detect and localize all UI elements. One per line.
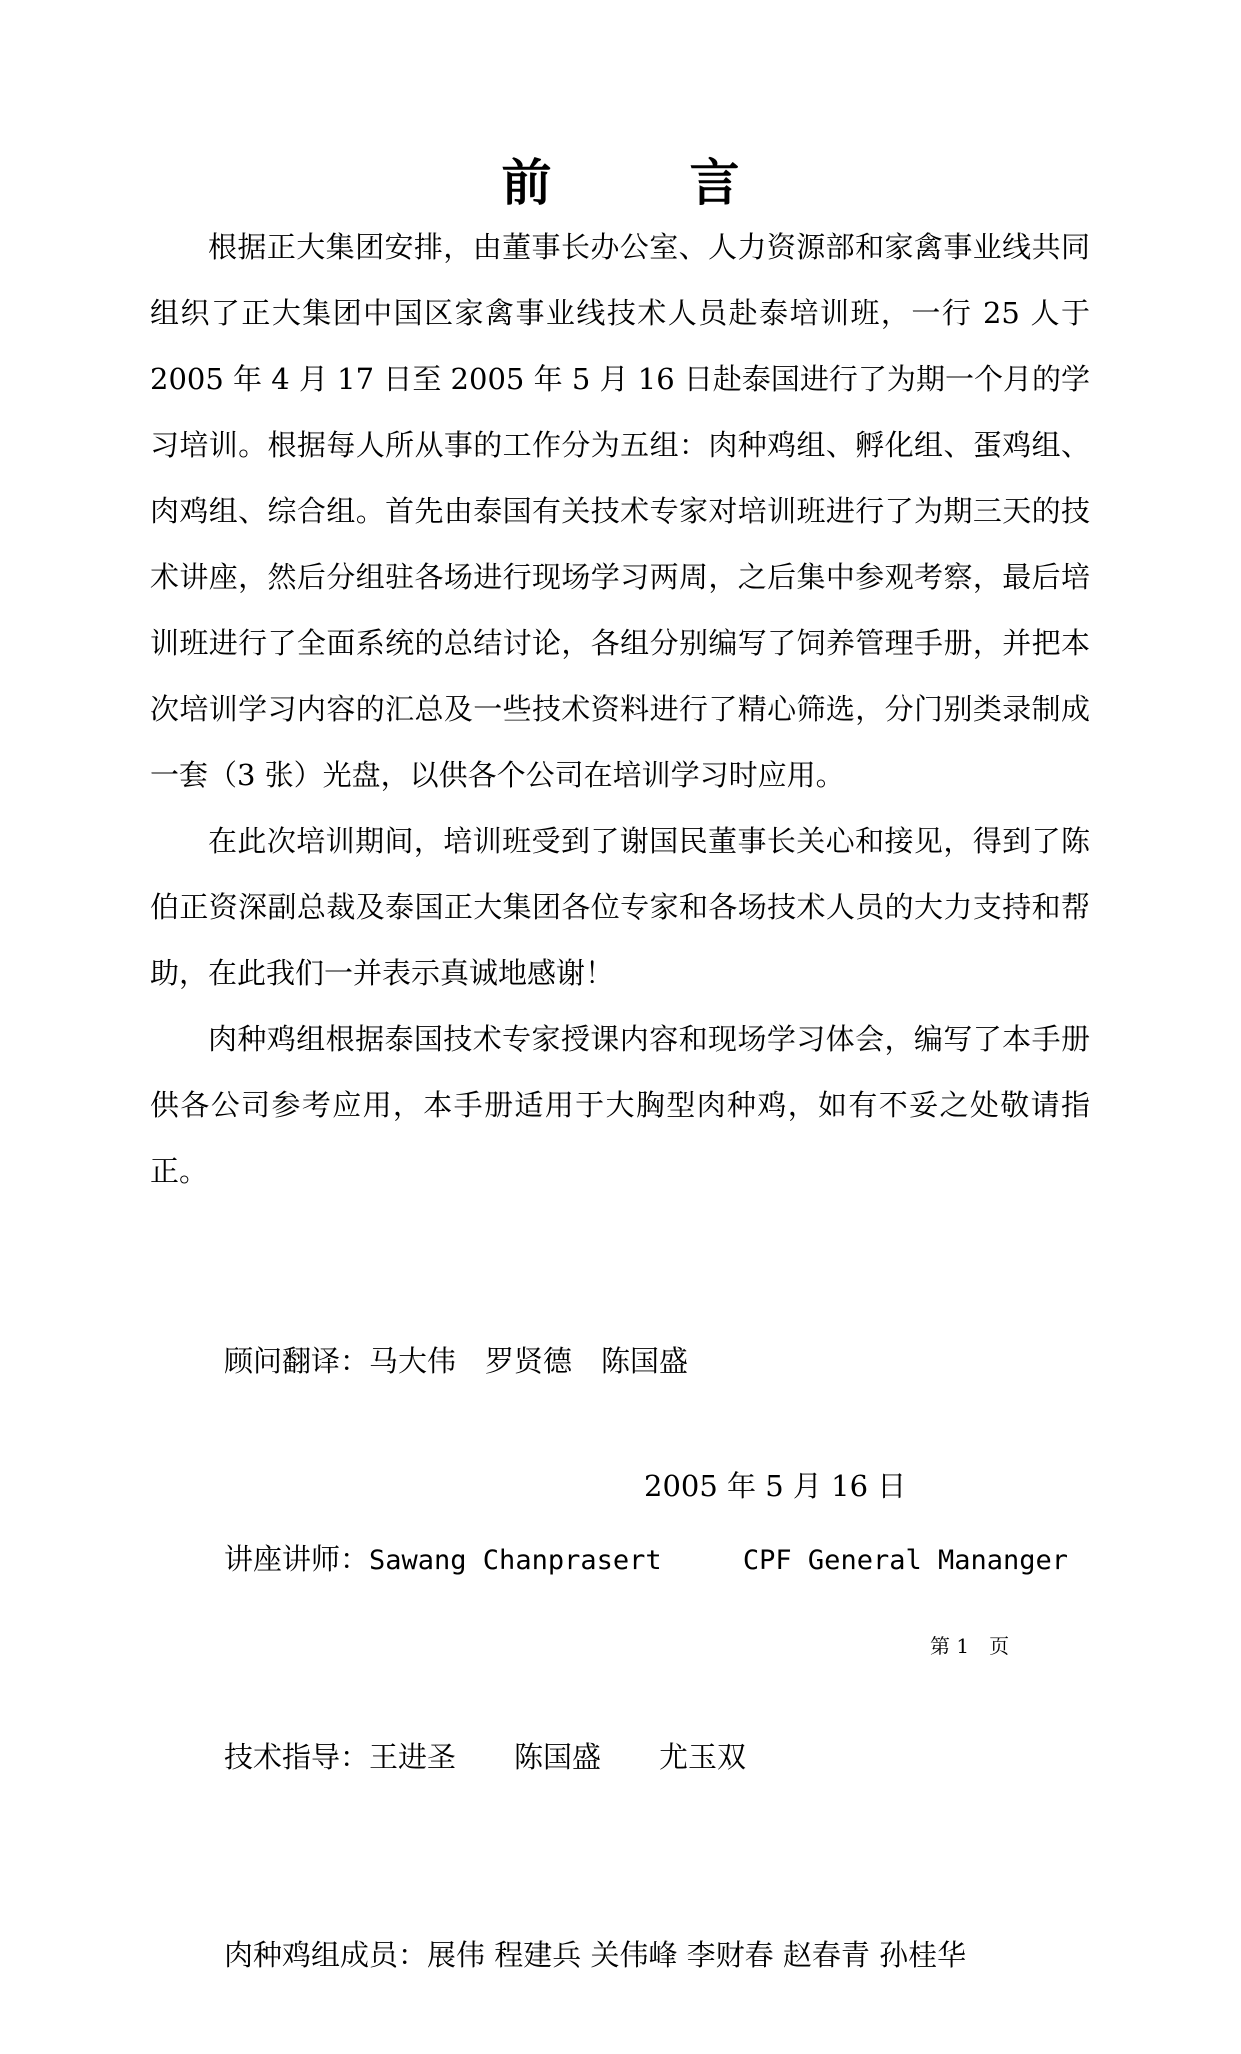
credit-guidance [224,1724,1068,1790]
guidance-names: 王进圣 陈国盛 尤玉双 [369,1740,747,1774]
guidance-label: 技术指导： [224,1740,370,1774]
page-number: 第 1 页 [930,1634,1010,1658]
credits-block [224,1196,1068,2054]
paragraph-1: 根据正大集团安排，由董事长办公室、人力资源部和家禽事业线共同组织了正大集团中国区家禽事业线技术人员赴泰培训班，一行 25 人于 2005 年 4 月 17 日至 2005 年 5 月 16 日赴泰国进行了为期一个月的学习培训。根据每人所从事的工作分为五组：肉种鸡组、孵化组、蛋鸡组、肉鸡组、综合组。首先由泰国有关技术专家对培训班进行了为期三天的技术讲座，然后分组驻各场进行现场学习两周，之后集中参观考察，最后培训班进行了全面系统的总结讨论，各组分别编写了饲养管理手册，并把本次培训学习内容的汇总及一些技术资料进行了精心筛选，分门别类录制成一套（3 张）光盘，以供各个公司在培训学习时应用。 [150,230,1090,792]
members-label: 肉种鸡组成员： [224,1938,428,1972]
document-date: 2005 年 5 月 16 日 [644,1469,907,1503]
credit-advisors [224,1328,1068,1394]
lecturer-title: CPF General Mananger [742,1545,1069,1576]
paragraph-3: 肉种鸡组根据泰国技术专家授课内容和现场学习体会，编写了本手册供各公司参考应用，本手册适用于大胸型肉种鸡，如有不妥之处敬请指正。 [150,1022,1090,1188]
lecturer-name: Sawang Chanprasert [369,1545,662,1576]
document-title: 前 言 [501,153,784,212]
advisors-names: 马大伟 罗贤德 陈国盛 [369,1344,689,1378]
lecturer-label: 讲座讲师： [224,1542,370,1576]
members-names: 展伟 程建兵 关伟峰 李财春 赵春青 孙桂华 [427,1938,967,1972]
preface-body [150,214,1090,1204]
paragraph-2: 在此次培训期间，培训班受到了谢国民董事长关心和接见，得到了陈伯正资深副总裁及泰国正大集团各位专家和各场技术人员的大力支持和帮助，在此我们一并表示真诚地感谢！ [150,824,1090,990]
credit-members [224,1922,1068,1988]
advisors-label: 顾问翻译： [224,1344,370,1378]
credit-lecturer [224,1526,1068,1592]
